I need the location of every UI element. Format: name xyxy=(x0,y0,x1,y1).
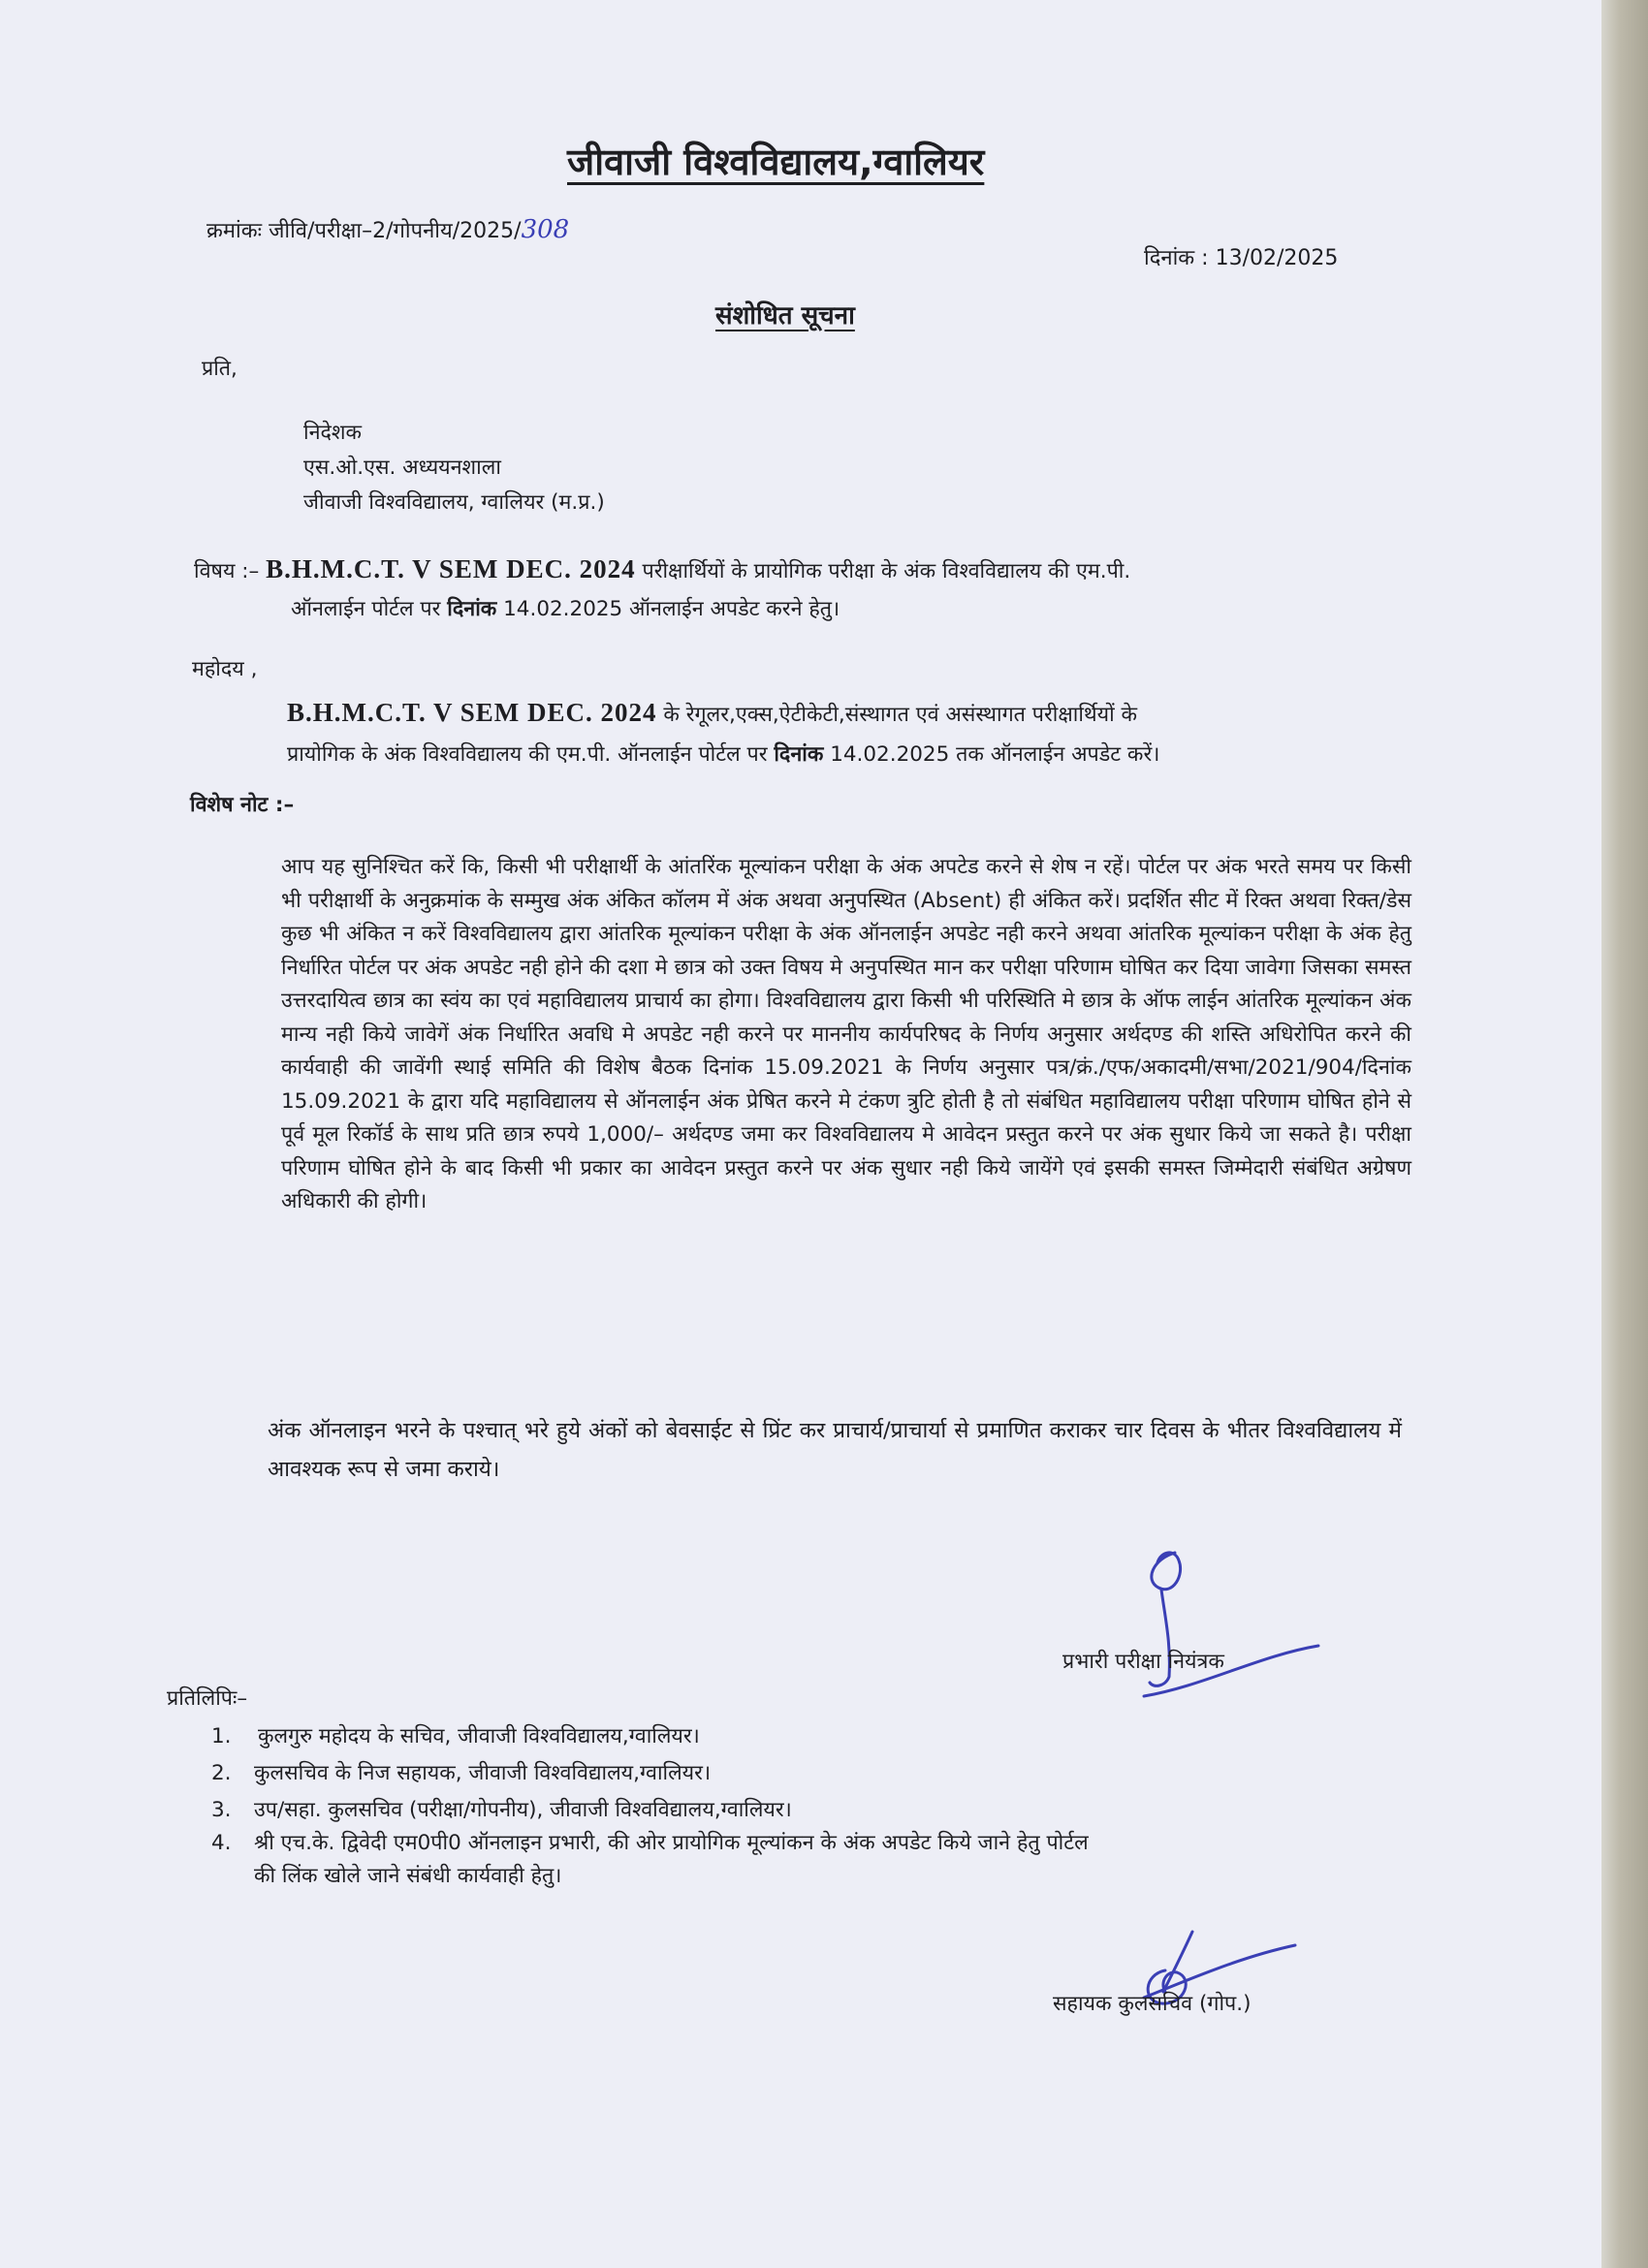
subject-line-1 xyxy=(194,551,1130,590)
copy-to-item: 3. उप/सहा. कुलसचिव (परीक्षा/गोपनीय), जीवाजी विश्वविद्यालय,ग्वालियर। xyxy=(211,1798,792,1822)
special-note-label: विशेष नोट :– xyxy=(190,793,295,817)
copy-to-item: 1. कुलगुरु महोदय के सचिव, जीवाजी विश्वविद्यालय,ग्वालियर। xyxy=(211,1724,700,1748)
recipient-line-1: निदेशक xyxy=(303,421,363,445)
reference-handwritten: 308 xyxy=(521,215,570,244)
signature-exam-controller xyxy=(1115,1541,1328,1706)
university-heading: जीवाजी विश्वविद्यालय,ग्वालियर xyxy=(567,141,985,183)
addressee-label: प्रति, xyxy=(202,357,238,381)
salutation: महोदय , xyxy=(192,657,258,681)
letter-date: दिनांक : 13/02/2025 xyxy=(1144,246,1339,270)
copy-to-item: 2. कुलसचिव के निज सहायक, जीवाजी विश्वविद्यालय,ग्वालियर। xyxy=(211,1761,712,1785)
subject-label: विषय :– xyxy=(194,559,260,583)
signatory-assistant-registrar: सहायक कुलसचिव (गोप.) xyxy=(1053,1992,1252,2016)
notice-title: संशोधित सूचना xyxy=(715,301,855,331)
subject-line-1-text: परीक्षार्थियों के प्रायोगिक परीक्षा के अंक विश्वविद्यालय की एम.पी. xyxy=(642,559,1131,583)
copy-to-label: प्रतिलिपिः– xyxy=(167,1686,248,1711)
scan-edge xyxy=(1601,0,1648,2268)
copy-to-item: 4. श्री एच.के. द्विवेदी एम0पी0 ऑनलाइन प्रभारी, की ओर प्रायोगिक मूल्यांकन के अंक अपडेट किये जाने हेतु पोर्टल xyxy=(211,1831,1089,1855)
subject-course: B.H.M.C.T. V SEM DEC. 2024 xyxy=(266,554,636,583)
recipient-line-3: जीवाजी विश्वविद्यालय, ग्वालियर (म.प्र.) xyxy=(303,490,605,515)
body-course: B.H.M.C.T. V SEM DEC. 2024 xyxy=(287,698,657,727)
copy-to-item-4-continuation: की लिंक खोले जाने संबंधी कार्यवाही हेतु। xyxy=(254,1864,562,1888)
note-paragraph-1: आप यह सुनिश्चित करें कि, किसी भी परीक्षार्थी के आंतरिंक मूल्यांकन परीक्षा के अंक अपटेड करने से शेष न रहें। पोर्टल पर अंक भरते समय पर किसी भी परीक्षार्थी के अनुक्रमांक के सम्मुख अंक अंकित कॉलम में अंक अथवा अनुपस्थित (Absent) ही अंकित करें। प्रदर्शित सीट में रिक्त अथवा रिक्त/डेस कुछ भी अंकित न करें विश्वविद्यालय द्वारा आंतरिक मूल्यांकन परीक्षा के अंक ऑनलाईन अपडेट नही करने अथवा आंतरिक मूल्यांकन परीक्षा के अंक हेतु निर्धारित पोर्टल पर अंक अपडेट नही होने की दशा मे छात्र को उक्त विषय मे अनुपस्थित मान कर परीक्षा परिणाम घोषित कर दिया जावेगा जिसका समस्त उत्तरदायित्व छात्र का स्वंय का एवं महाविद्यालय प्राचार्य का होगा। विश्वविद्यालय द्वारा किसी भी परिस्थिति मे छात्र के ऑफ लाईन आंतरिक मूल्यांकन अंक मान्य नही किये जावेगें अंक निर्धारित अवधि मे अपडेट नही करने पर माननीय कार्यपरिषद के निर्णय अनुसार अर्थदण्ड की शस्ति अधिरोपित करने की कार्यवाही की जावेंगी स्थाई समिति की विशेष बैठक दिनांक 15.09.2021 के निर्णय अनुसार पत्र/क्रं./एफ/अकादमी/सभा/2021/904/दिनांक 15.09.2021 के द्वारा यदि महाविद्यालय से ऑनलाईन अंक प्रेषित करने मे टंकण त्रुटि होती है तो संबंधित महाविद्यालय परीक्षा परिणाम घोषित होने से पूर्व मूल रिकॉर्ड के साथ प्रति छात्र रुपये 1,000/– अर्थदण्ड जमा कर विश्वविद्यालय मे आवेदन प्रस्तुत करने पर अंक सुधार किये जा सकते है। परीक्षा परिणाम घोषित होने के बाद किसी भी प्रकार का आवेदन प्रस्तुत करने पर अंक सुधार नही किये जायेंगे एवं इसकी समस्त जिम्मेदारी संबंधित अग्रेषण अधिकारी की होगी। xyxy=(281,855,1411,1213)
subject-line-2: ऑनलाईन पोर्टल पर दिनांक 14.02.2025 ऑनलाईन अपडेट करने हेतु। xyxy=(291,597,840,621)
signatory-exam-controller: प्रभारी परीक्षा नियंत्रक xyxy=(1062,1650,1224,1674)
reference-prefix: क्रमांकः जीवि/परीक्षा–2/गोपनीय/2025/ xyxy=(206,219,522,243)
note-paragraph-2: अंक ऑनलाइन भरने के पश्चात् भरे हुये अंकों को बेवसाईट से प्रिंट कर प्राचार्य/प्राचार्या से प्रमाणित कराकर चार दिवस के भीतर विश्वविद्यालय में आवश्यक रूप से जमा कराये। xyxy=(268,1418,1402,1482)
recipient-line-2: एस.ओ.एस. अध्ययनशाला xyxy=(303,456,501,480)
body-line-1: B.H.M.C.T. V SEM DEC. 2024 के रेगूलर,एक्स,ऐटीकेटी,संस्थागत एवं असंस्थागत परीक्षार्थियों के xyxy=(287,698,1138,727)
body-line-2: प्रायोगिक के अंक विश्वविद्यालय की एम.पी. ऑनलाईन पोर्टल पर दिनांक 14.02.2025 तक ऑनलाईन अपडेट करें। xyxy=(287,742,1160,767)
reference-number xyxy=(206,215,569,244)
